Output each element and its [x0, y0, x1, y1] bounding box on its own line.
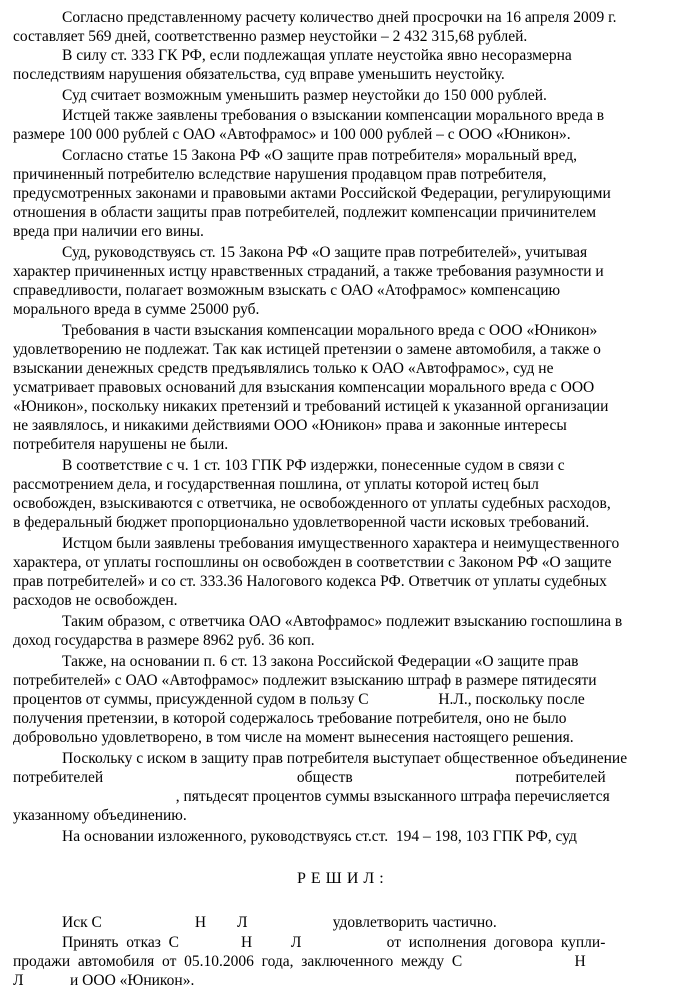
text-line: отношения в области защиты прав потребителей, подлежит компенсации причинителем — [13, 204, 597, 221]
text-line: составляет 569 дней, соответственно размер неустойки – 2 432 315,68 рублей. — [13, 28, 528, 45]
text-line: Согласно представленному расчету количество дней просрочки на 16 апреля 2009 г. — [62, 9, 617, 26]
text-line: рассмотрением дела, и государственная пошлина, от уплаты которой истец был — [13, 476, 539, 493]
text-line: Также, на основании п. 6 ст. 13 закона Российской Федерации «О защите прав — [62, 653, 579, 670]
text-line: , пятьдесят процентов суммы взысканного штрафа перечисляется — [13, 788, 610, 805]
decision-heading: РЕШИЛ: — [297, 870, 389, 887]
text-line: взыскании денежных средств предъявлялись только к ОАО «Автофрамос», суд не — [13, 360, 554, 377]
text-line: указанному объединению. — [13, 807, 187, 824]
text-line: справедливости, полагает возможным взыскать с ОАО «Атофрамос» компенсацию — [13, 282, 561, 299]
text-line: Таким образом, с ответчика ОАО «Автофрамос» подлежит взысканию госпошлина в — [62, 613, 623, 630]
text-line: доход государства в размере 8962 руб. 36 коп. — [13, 632, 315, 649]
text-line: причиненный потребителю вследствие нарушения продавцом прав потребителя, — [13, 166, 547, 183]
text-line: морального вреда в сумме 25000 руб. — [13, 301, 260, 318]
text-line: размере 100 000 рублей с ОАО «Автофрамос» и 100 000 рублей – с ООО «Юникон». — [13, 126, 571, 143]
decision-line: Л и ООО «Юникон». — [13, 972, 195, 989]
text-line: не заявлялось, и никакими действиями ООО «Юникон» права и законные интересы — [13, 417, 567, 434]
text-line: Требования в части взыскания компенсации морального вреда с ООО «Юникон» — [62, 322, 598, 339]
text-line: Суд, руководствуясь ст. 15 Закона РФ «О защите прав потребителей», учитывая — [62, 244, 588, 261]
decision-line: Иск С Н Л удовлетворить частично. — [62, 914, 497, 931]
text-line: удовлетворению не подлежат. Так как истицей претензии о замене автомобиля, а также о — [13, 341, 601, 358]
text-line: Истцей также заявлены требования о взыскании компенсации морального вреда в — [62, 107, 605, 124]
decision-line: Принять отказ С Н Л от исполнения договора купли- — [62, 934, 606, 951]
text-line: последствиям нарушения обязательства, суд вправе уменьшить неустойку. — [13, 66, 505, 83]
text-line: потребителей обществ потребителей — [13, 769, 606, 786]
text-line: усматривает правовых оснований для взыскания компенсации морального вреда с ООО — [13, 379, 595, 396]
text-line: Согласно статье 15 Закона РФ «О защите прав потребителя» моральный вред, — [62, 147, 577, 164]
text-line: характер причиненных истцу нравственных страданий, а также требования разумности и — [13, 263, 604, 280]
text-line: добровольно удовлетворено, в том числе на момент вынесения настоящего решения. — [13, 729, 574, 746]
text-line: потребителей» с ОАО «Автофрамос» подлежит взысканию штраф в размере пятидесяти — [13, 672, 597, 689]
text-line: В силу ст. 333 ГК РФ, если подлежащая уплате неустойка явно несоразмерна — [62, 47, 572, 64]
decision-line: продажи автомобиля от 05.10.2006 года, заключенного между С Н — [13, 953, 586, 970]
text-line: в федеральный бюджет пропорционально удовлетворенной части исковых требований. — [13, 514, 590, 531]
text-line: получения претензии, в которой содержалось требование потребителя, оно не было — [13, 710, 567, 727]
text-line: процентов от суммы, присужденной судом в пользу С Н.Л., поскольку после — [13, 691, 585, 708]
text-line: характера, от уплаты госпошлины он освобожден в соответствии с Законом РФ «О защите — [13, 554, 612, 571]
text-line: На основании изложенного, руководствуясь ст.ст. 194 – 198, 103 ГПК РФ, суд — [62, 828, 577, 845]
text-line: «Юникон», поскольку никаких претензий и требований истицей к указанной организации — [13, 398, 609, 415]
text-line: расходов не освобожден. — [13, 592, 178, 609]
text-line: вреда при наличии его вины. — [13, 223, 204, 240]
text-line: потребителя нарушены не были. — [13, 436, 229, 453]
text-line: освобожден, взыскиваются с ответчика, не освобожденного от уплаты судебных расходов, — [13, 495, 611, 512]
text-line: прав потребителей» и со ст. 333.36 Налогового кодекса РФ. Ответчик от уплаты судебных — [13, 573, 607, 590]
text-line: Истцом были заявлены требования имущественного характера и неимущественного — [62, 535, 620, 552]
text-line: Поскольку с иском в защиту прав потребителя выступает общественное объединение — [62, 750, 628, 767]
text-line: В соответствие с ч. 1 ст. 103 ГПК РФ издержки, понесенные судом в связи с — [62, 457, 565, 474]
text-line: Суд считает возможным уменьшить размер неустойки до 150 000 рублей. — [62, 87, 547, 104]
text-line: предусмотренных законами и правовыми актами Российской Федерации, регулирующими — [13, 185, 611, 202]
